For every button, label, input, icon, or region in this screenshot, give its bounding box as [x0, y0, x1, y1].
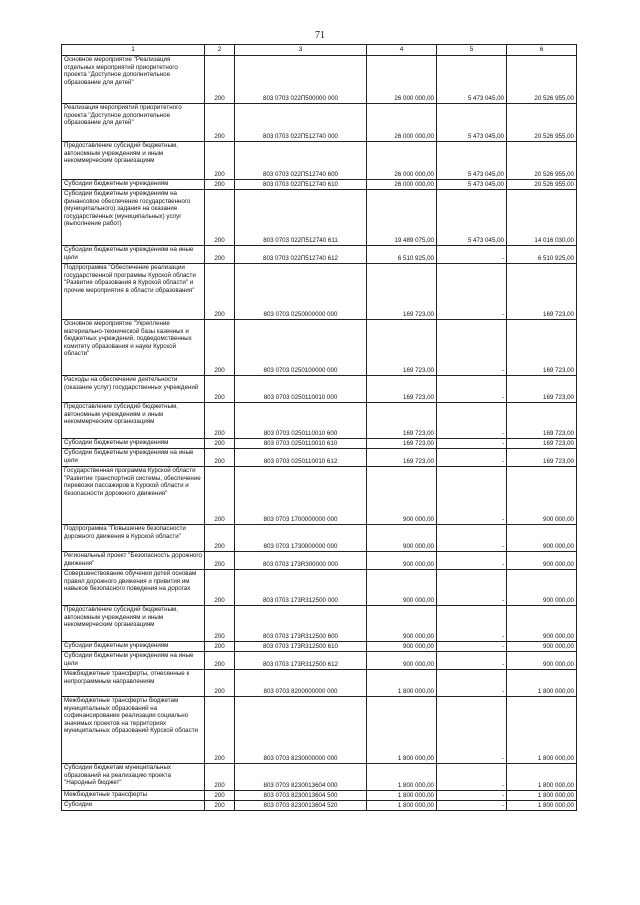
table-row: [62, 56, 577, 104]
row-col5: -: [437, 552, 507, 570]
budget-table: [61, 44, 577, 811]
row-col6: 900 000,00: [507, 642, 577, 652]
row-col5: -: [437, 246, 507, 264]
table-row: [62, 642, 577, 652]
row-name: Расходы на обеспечение деятельности (оказание услуг) государственных учреждений: [62, 376, 205, 403]
row-code: 200: [205, 56, 235, 104]
header-col-3: 3: [235, 45, 367, 56]
row-col4: 1 800 000,00: [367, 764, 437, 791]
row-col4: 900 000,00: [367, 467, 437, 525]
table-row: [62, 552, 577, 570]
row-kbk: 803 0703 8230013604 520: [235, 801, 367, 811]
row-col5: -: [437, 606, 507, 642]
row-col6: 20 526 955,00: [507, 104, 577, 142]
table-row: [62, 697, 577, 764]
row-code: 200: [205, 439, 235, 449]
row-col5: 5 473 045,00: [437, 180, 507, 190]
row-code: 200: [205, 642, 235, 652]
row-col6: 169 723,00: [507, 320, 577, 376]
row-col4: 900 000,00: [367, 652, 437, 670]
row-name: Межбюджетные трансферты бюджетам муниципальных образований на софинансирование реализации социально значимых проектов на территориях муниципальных образований Курской области: [62, 697, 205, 764]
row-col6: 169 723,00: [507, 264, 577, 320]
row-code: 200: [205, 552, 235, 570]
header-col-6: 6: [507, 45, 577, 56]
table-row: [62, 104, 577, 142]
row-col4: 26 000 000,00: [367, 180, 437, 190]
row-col4: 900 000,00: [367, 570, 437, 606]
row-col4: 1 800 000,00: [367, 791, 437, 801]
row-col6: 1 800 000,00: [507, 670, 577, 697]
row-col4: 900 000,00: [367, 606, 437, 642]
row-kbk: 803 0703 173R300000 000: [235, 552, 367, 570]
row-col5: -: [437, 697, 507, 764]
table-row: [62, 791, 577, 801]
row-col6: 1 800 000,00: [507, 764, 577, 791]
row-col6: 900 000,00: [507, 652, 577, 670]
row-code: 200: [205, 246, 235, 264]
row-col6: 900 000,00: [507, 606, 577, 642]
table-row: [62, 439, 577, 449]
row-name: Региональный проект "Безопасность дорожного движения": [62, 552, 205, 570]
row-col6: 169 723,00: [507, 376, 577, 403]
row-col4: 26 000 000,00: [367, 142, 437, 180]
header-col-5: 5: [437, 45, 507, 56]
row-kbk: 803 0703 0250110010 610: [235, 439, 367, 449]
row-col6: 900 000,00: [507, 467, 577, 525]
table-row: [62, 403, 577, 439]
row-col6: 900 000,00: [507, 570, 577, 606]
row-col4: 169 723,00: [367, 449, 437, 467]
row-col5: -: [437, 264, 507, 320]
row-kbk: 803 0703 0250110010 612: [235, 449, 367, 467]
row-col4: 19 489 075,00: [367, 190, 437, 246]
row-kbk: 803 0703 022П500000 000: [235, 56, 367, 104]
table-row: [62, 801, 577, 811]
row-col6: 169 723,00: [507, 439, 577, 449]
row-col6: 20 526 955,00: [507, 180, 577, 190]
row-name: Реализация мероприятий приоритетного проекта "Доступное дополнительное образование для детей": [62, 104, 205, 142]
row-code: 200: [205, 652, 235, 670]
row-col5: -: [437, 449, 507, 467]
row-col5: -: [437, 525, 507, 552]
row-col6: 6 510 925,00: [507, 246, 577, 264]
row-col4: 1 800 000,00: [367, 801, 437, 811]
row-col5: -: [437, 670, 507, 697]
row-col4: 900 000,00: [367, 642, 437, 652]
table-header-row: [62, 45, 577, 56]
row-code: 200: [205, 104, 235, 142]
table-row: [62, 376, 577, 403]
row-name: Основное мероприятие "Укрепление материально-технической базы казенных и бюджетных учреждений, подведомственных комитету образования и науки Курской области": [62, 320, 205, 376]
row-col4: 900 000,00: [367, 552, 437, 570]
header-col-2: 2: [205, 45, 235, 56]
row-code: 200: [205, 525, 235, 552]
table-row: [62, 449, 577, 467]
row-kbk: 803 0703 0250100000 000: [235, 320, 367, 376]
row-kbk: 803 0703 022П512740 610: [235, 180, 367, 190]
table-row: [62, 467, 577, 525]
row-name: Субсидии: [62, 801, 205, 811]
row-name: Государственная программа Курской области "Развитие транспортной системы, обеспечение перевозки пассажиров в Курской области и безопасности дорожного движения": [62, 467, 205, 525]
table-row: [62, 142, 577, 180]
table-row: [62, 525, 577, 552]
row-code: 200: [205, 764, 235, 791]
row-col5: -: [437, 764, 507, 791]
row-col6: 1 800 000,00: [507, 791, 577, 801]
row-code: 200: [205, 697, 235, 764]
row-col4: 26 000 000,00: [367, 104, 437, 142]
table-row: [62, 180, 577, 190]
row-code: 200: [205, 791, 235, 801]
row-col5: -: [437, 403, 507, 439]
row-code: 200: [205, 142, 235, 180]
row-kbk: 803 0703 022П512740 600: [235, 142, 367, 180]
row-kbk: 803 0703 022П512740 000: [235, 104, 367, 142]
row-col5: -: [437, 652, 507, 670]
row-col4: 1 800 000,00: [367, 670, 437, 697]
row-col5: 5 473 045,00: [437, 56, 507, 104]
row-kbk: 803 0703 173R312500 600: [235, 606, 367, 642]
row-name: Подпрограмма "Обеспечение реализации государственной программы Курской области "Развитие образования в Курской области" и прочие мероприятия в области образования": [62, 264, 205, 320]
table-row: [62, 320, 577, 376]
row-col4: 169 723,00: [367, 264, 437, 320]
row-col5: 5 473 045,00: [437, 142, 507, 180]
row-col5: 5 473 045,00: [437, 190, 507, 246]
table-row: [62, 246, 577, 264]
row-col5: -: [437, 801, 507, 811]
row-code: 200: [205, 180, 235, 190]
row-col5: -: [437, 642, 507, 652]
row-code: 200: [205, 376, 235, 403]
row-col5: -: [437, 467, 507, 525]
row-kbk: 803 0703 0250110010 600: [235, 403, 367, 439]
row-col4: 169 723,00: [367, 320, 437, 376]
row-code: 200: [205, 449, 235, 467]
row-code: 200: [205, 190, 235, 246]
row-kbk: 803 0703 8200000000 000: [235, 670, 367, 697]
row-code: 200: [205, 570, 235, 606]
row-name: Субсидии бюджетным учреждениям на иные цели: [62, 449, 205, 467]
row-col6: 169 723,00: [507, 403, 577, 439]
row-col6: 20 526 955,00: [507, 142, 577, 180]
row-col6: 900 000,00: [507, 525, 577, 552]
row-col5: -: [437, 570, 507, 606]
row-kbk: 803 0703 173R312500 610: [235, 642, 367, 652]
row-col6: 169 723,00: [507, 449, 577, 467]
row-col4: 1 800 000,00: [367, 697, 437, 764]
row-col5: -: [437, 320, 507, 376]
table-row: [62, 190, 577, 246]
row-kbk: 803 0703 022П512740 611: [235, 190, 367, 246]
row-col4: 6 510 925,00: [367, 246, 437, 264]
table-row: [62, 570, 577, 606]
row-code: 200: [205, 606, 235, 642]
row-kbk: 803 0703 0250000000 000: [235, 264, 367, 320]
row-name: Субсидии бюджетным учреждениям на финансовое обеспечение государственного (муниципального) задания на оказание государственных (муниципальных) услуг (выполнение работ): [62, 190, 205, 246]
header-col-1: 1: [62, 45, 205, 56]
row-code: 200: [205, 264, 235, 320]
row-name: Субсидии бюджетам муниципальных образований на реализацию проекта "Народный бюджет": [62, 764, 205, 791]
row-name: Субсидии бюджетным учреждениям: [62, 439, 205, 449]
row-col5: -: [437, 791, 507, 801]
row-kbk: 803 0703 0250110010 000: [235, 376, 367, 403]
row-code: 200: [205, 467, 235, 525]
row-kbk: 803 0703 1700000000 000: [235, 467, 367, 525]
row-col5: 5 473 045,00: [437, 104, 507, 142]
row-name: Субсидии бюджетным учреждениям на иные цели: [62, 246, 205, 264]
row-col4: 26 000 000,00: [367, 56, 437, 104]
row-col6: 900 000,00: [507, 552, 577, 570]
row-col6: 20 526 955,00: [507, 56, 577, 104]
row-name: Предоставление субсидий бюджетным, автономным учреждениям и иным некоммерческим организациям: [62, 142, 205, 180]
table-row: [62, 264, 577, 320]
row-kbk: 803 0703 173R312500 612: [235, 652, 367, 670]
row-code: 200: [205, 403, 235, 439]
row-code: 200: [205, 801, 235, 811]
row-name: Предоставление субсидий бюджетным, автономным учреждениям и иным некоммерческим организациям: [62, 606, 205, 642]
row-code: 200: [205, 670, 235, 697]
row-name: Предоставление субсидий бюджетным, автономным учреждениям и иным некоммерческим организациям: [62, 403, 205, 439]
row-kbk: 803 0703 8230013604 000: [235, 764, 367, 791]
table-row: [62, 670, 577, 697]
row-col4: 169 723,00: [367, 403, 437, 439]
row-kbk: 803 0703 022П512740 612: [235, 246, 367, 264]
row-name: Подпрограмма "Повышение безопасности дорожного движения в Курской области": [62, 525, 205, 552]
row-col4: 169 723,00: [367, 376, 437, 403]
row-col4: 169 723,00: [367, 439, 437, 449]
row-name: Субсидии бюджетным учреждениям: [62, 642, 205, 652]
row-kbk: 803 0703 1730000000 000: [235, 525, 367, 552]
row-kbk: 803 0703 8230013604 500: [235, 791, 367, 801]
header-col-4: 4: [367, 45, 437, 56]
row-col4: 900 000,00: [367, 525, 437, 552]
row-kbk: 803 0703 173R312500 000: [235, 570, 367, 606]
row-kbk: 803 0703 8230000000 000: [235, 697, 367, 764]
row-name: Межбюджетные трансферты, отнесенные к непрограммным направлениям: [62, 670, 205, 697]
row-name: Основное мероприятие "Реализация отдельных мероприятий приоритетного проекта "Доступное дополнительное образование для детей": [62, 56, 205, 104]
row-name: Межбюджетные трансферты: [62, 791, 205, 801]
row-name: Субсидии бюджетным учреждениям на иные цели: [62, 652, 205, 670]
row-col5: -: [437, 439, 507, 449]
row-col5: -: [437, 376, 507, 403]
table-row: [62, 764, 577, 791]
row-name: Субсидии бюджетным учреждениям: [62, 180, 205, 190]
table-body: [62, 56, 577, 811]
row-name: Совершенствование обучения детей основам правил дорожного движения и привития им навыков безопасного поведения на дорогах: [62, 570, 205, 606]
page-number: 71: [315, 30, 325, 41]
row-col6: 1 800 000,00: [507, 801, 577, 811]
table-row: [62, 652, 577, 670]
row-code: 200: [205, 320, 235, 376]
row-col6: 14 016 030,00: [507, 190, 577, 246]
row-col6: 1 800 000,00: [507, 697, 577, 764]
table-row: [62, 606, 577, 642]
